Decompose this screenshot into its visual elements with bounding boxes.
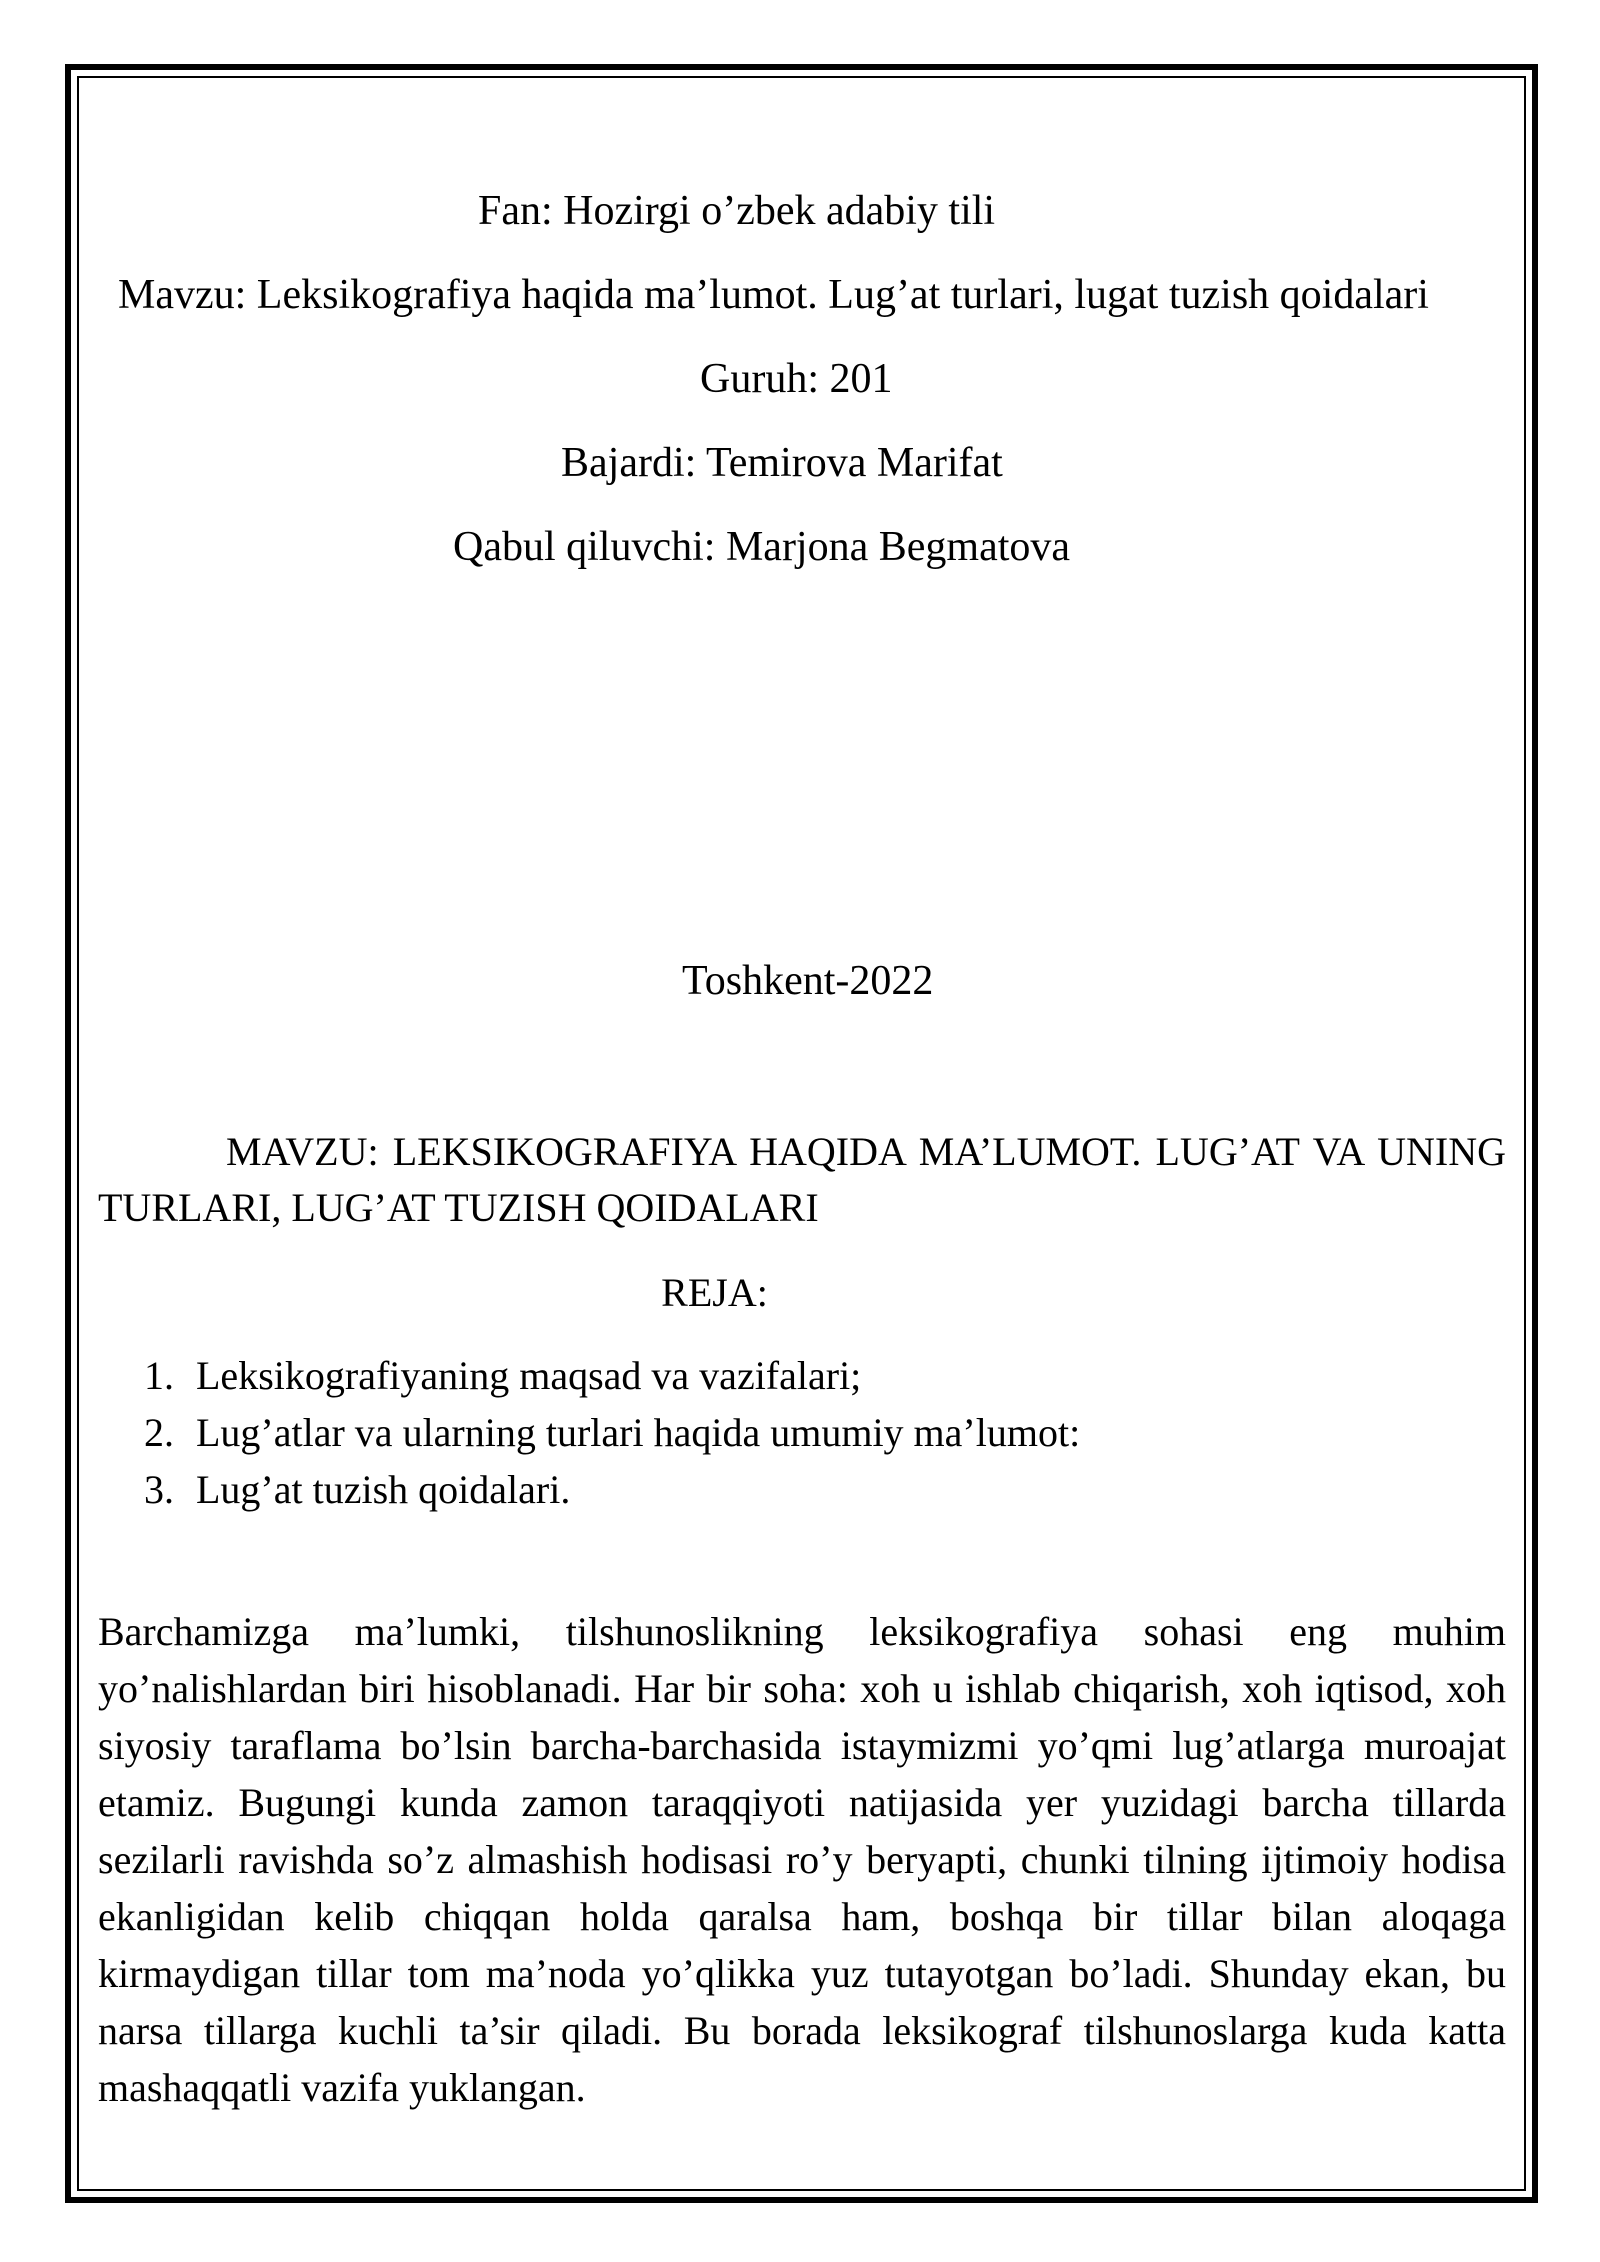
place-year: Toshkent-2022 [682,958,934,1004]
plan-item-text: Lug’at tuzish qoidalari. [196,1467,571,1512]
plan-item [98,1347,1080,1404]
plan-title: REJA: [661,1270,768,1315]
group-line: Guruh: 201 [700,356,893,402]
document-heading: MAVZU: LEKSIKOGRAFIYA HAQIDA MA’LUMOT. LUG’AT VA UNING TURLARI, LUG’AT TUZISH QOIDALARI [98,1129,1506,1230]
plan-item-number: 1. [144,1353,174,1398]
subject-line: Fan: Hozirgi o’zbek adabiy tili [478,188,996,234]
plan-item-text: Leksikografiyaning maqsad va vazifalari; [196,1353,862,1398]
author-line: Bajardi: Temirova Marifat [561,440,1003,486]
topic-line: Mavzu: Leksikografiya haqida ma’lumot. Lug’at turlari, lugat tuzish qoidalari [118,272,1429,318]
reviewer-line: Qabul qiluvchi: Marjona Begmatova [453,524,1071,570]
plan-item-text: Lug’atlar va ularning turlari haqida umumiy ma’lumot: [196,1410,1081,1455]
body-paragraph: Barchamizga ma’lumki, tilshunoslikning leksikografiya sohasi eng muhim yo’nalishlardan biri hisoblanadi. Har bir soha: xoh u ishlab chiqarish, xoh iqtisod, xoh siyosiy taraflama bo’lsin barcha-barchasida istaymizmi yo’qmi lug’atlarga muroajat etamiz. Bugungi kunda zamon taraqqiyoti natijasida yer yuzidagi barcha tillarda sezilarli ravishda so’z almashish hodisasi ro’y beryapti, chunki tilning ijtimoiy hodisa ekanligidan kelib chiqqan holda qaralsa ham, boshqa bir tillar bilan aloqaga kirmaydigan tillar tom ma’noda yo’qlikka yuz tutayotgan bo’ladi. Shunday ekan, bu narsa tillarga kuchli ta’sir qiladi. Bu borada leksikograf tilshunoslarga kuda katta mashaqqatli vazifa yuklangan. [98,1609,1506,2110]
plan-item [98,1404,1080,1461]
plan-list [98,1347,1080,1518]
plan-item [98,1461,1080,1518]
plan-item-number: 3. [144,1467,174,1512]
plan-item-number: 2. [144,1410,174,1455]
